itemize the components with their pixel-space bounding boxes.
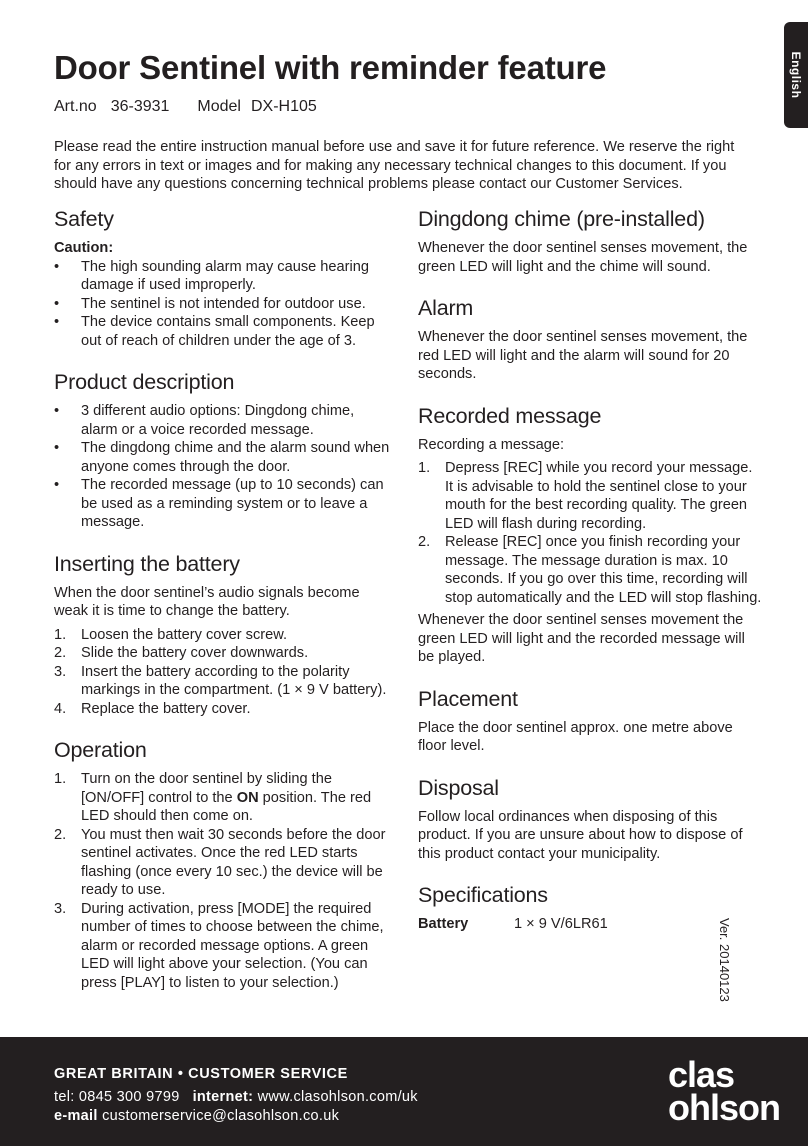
list-item-text: The device contains small components. Keep out of reach of children under the age of 3. xyxy=(81,314,375,349)
list-item-text: position. The red LED should then come on. xyxy=(81,789,372,824)
tel-value: 0845 300 9799 xyxy=(78,1089,180,1105)
logo-line-2: ohlson xyxy=(668,1087,780,1128)
bullet-icon: • xyxy=(54,258,60,275)
bullet-icon: • xyxy=(54,477,60,493)
list-item-text: The recorded message (up to 10 seconds) can be used as a reminding system or to leave a message. xyxy=(81,477,384,530)
list-item xyxy=(54,402,394,439)
page-title: Door Sentinel with reminder feature xyxy=(54,49,607,86)
tel-label: tel: xyxy=(54,1089,75,1105)
art-value: 36-3931 xyxy=(110,98,170,115)
model-value: DX-H105 xyxy=(250,98,317,115)
list-item: 1. Loosen the battery cover screw. xyxy=(54,626,288,643)
intro-text: Please read the entire instruction manual before use and save it for future reference. We reserve the right for any errors in text or images and for making any necessary technical changes to this document. If you should have any questions concerning technical problems please contact our Customer Services. xyxy=(54,139,735,192)
disposal-section xyxy=(418,774,763,864)
recorded-steps xyxy=(418,459,763,607)
spec-value: 1 × 9 V/6LR61 xyxy=(514,916,608,932)
recorded-intro: Recording a message: xyxy=(418,436,565,453)
placement-heading: Placement xyxy=(418,686,518,711)
list-item-text: During activation, press [MODE] the required number of times to choose between the chime, alarm or recorded message options. A green LED will light above your selection. (You can press [PLAY] to listen to your selection.) xyxy=(81,900,384,991)
footer-heading: GREAT BRITAIN • CUSTOMER SERVICE xyxy=(54,1066,348,1082)
chime-heading: Dingdong chime (pre-installed) xyxy=(418,207,705,231)
internet-link[interactable]: www.clasohlson.com/uk xyxy=(257,1089,418,1105)
list-item xyxy=(54,439,394,476)
list-item: 2. You must then wait 30 seconds before the door sentinel activates. Once the red LED starts flashing (once every 10 sec.) the device will be ready to use. xyxy=(54,826,386,898)
list-item-text: 3 different audio options: Dingdong chime, alarm or a voice recorded message. xyxy=(81,403,355,438)
list-item-text: You must then wait 30 seconds before the door sentinel activates. Once the red LED starts flashing (once every 10 sec.) the device will be ready to use. xyxy=(81,826,386,898)
logo-line-1: clas xyxy=(668,1054,735,1095)
list-item-text: Turn on the door sentinel by sliding the [ON/OFF] control to the xyxy=(81,771,332,806)
list-item-text-bold: ON xyxy=(236,789,259,806)
list-item-text: The dingdong chime and the alarm sound when anyone comes through the door. xyxy=(81,440,390,475)
operation-heading: Operation xyxy=(54,738,147,762)
bullet-icon: • xyxy=(54,403,60,419)
version-label xyxy=(712,918,732,1008)
model-label: Model xyxy=(197,98,241,115)
product-heading: Product description xyxy=(54,370,235,394)
recorded-after: Whenever the door sentinel senses movement the green LED will light and the recorded message will be played. xyxy=(418,612,745,665)
internet-label: internet: xyxy=(192,1089,254,1105)
list-item xyxy=(54,313,394,350)
bullet-icon: • xyxy=(54,440,60,456)
list-item: 2. Release [REC] once you finish recording your message. The message duration is max. 10 seconds. If you go over this time, recording will stop automatically and the LED will stop flashing. xyxy=(418,534,762,606)
safety-section xyxy=(54,205,394,350)
recorded-section xyxy=(418,402,763,667)
list-item: 4. Replace the battery cover. xyxy=(54,700,251,717)
disposal-text: Follow local ordinances when disposing of this product. If you are unsure about how to dispose of this product contact your municipality. xyxy=(418,808,743,862)
product-list xyxy=(54,402,394,532)
brand-logo xyxy=(668,1054,780,1128)
list-item: 1. Depress [REC] while you record your message. It is advisable to hold the sentinel close to your mouth for the best recording quality. The green LED will flash during recording. xyxy=(418,460,753,532)
chime-text: Whenever the door sentinel senses movement, the green LED will light and the chime will sound. xyxy=(418,240,748,275)
footer-contact-line xyxy=(54,1089,418,1105)
list-item: 3. Insert the battery according to the polarity markings in the compartment. (1 × 9 V battery). xyxy=(54,663,387,698)
footer-email-line xyxy=(54,1108,339,1124)
battery-steps xyxy=(54,626,394,719)
placement-section xyxy=(418,685,763,756)
list-item xyxy=(54,295,394,314)
spec-key: Battery xyxy=(418,916,469,932)
list-item-text: Slide the battery cover downwards. xyxy=(81,645,309,661)
placement-text: Place the door sentinel approx. one metre above floor level. xyxy=(418,719,733,754)
list-item xyxy=(54,476,394,532)
chime-section xyxy=(418,205,763,276)
email-label: e-mail xyxy=(54,1108,98,1124)
battery-section xyxy=(54,550,394,719)
list-item-text: Depress [REC] while you record your message. It is advisable to hold the sentinel close to your mouth for the best recording quality. The green LED will flash during recording. xyxy=(445,460,753,532)
safety-heading: Safety xyxy=(54,207,114,231)
alarm-section xyxy=(418,294,763,384)
version-text: Ver. 20140123 xyxy=(717,918,732,1002)
language-tab-label: English xyxy=(789,51,803,99)
recorded-heading: Recorded message xyxy=(418,403,602,428)
footer xyxy=(0,1037,808,1146)
list-item-text: The sentinel is not intended for outdoor use. xyxy=(81,295,366,312)
left-column xyxy=(54,205,394,1010)
battery-heading: Inserting the battery xyxy=(54,551,240,576)
language-tab xyxy=(784,22,808,128)
operation-steps xyxy=(54,770,394,992)
specs-heading: Specifications xyxy=(418,883,548,907)
product-section xyxy=(54,368,394,532)
operation-section xyxy=(54,736,394,992)
bullet-icon: • xyxy=(54,314,60,330)
battery-intro: When the door sentinel’s audio signals become weak it is time to change the battery. xyxy=(54,584,360,619)
right-column xyxy=(418,205,763,952)
list-item xyxy=(54,258,394,295)
list-item-text: Release [REC] once you finish recording your message. The message duration is max. 10 seconds. If you go over this time, recording will stop automatically and the LED will stop flashing. xyxy=(445,534,762,606)
safety-list xyxy=(54,258,394,351)
bullet-icon: • xyxy=(54,295,60,312)
list-item: 3. During activation, press [MODE] the required number of times to choose between the chime, alarm or recorded message options. A green LED will light above your selection. (You can press [PLAY] to listen to your selection.) xyxy=(54,900,384,991)
list-item-text: Loosen the battery cover screw. xyxy=(81,626,288,643)
art-label: Art.no xyxy=(54,98,97,115)
article-info xyxy=(54,97,317,117)
list-item-text: The high sounding alarm may cause hearing damage if used improperly. xyxy=(81,258,369,293)
list-item: 1. Turn on the door sentinel by sliding the [ON/OFF] control to the ON position. The red LED should then come on. xyxy=(54,771,372,824)
list-item: 2. Slide the battery cover downwards. xyxy=(54,645,309,661)
alarm-text: Whenever the door sentinel senses movement, the red LED will light and the alarm will sound for 20 seconds. xyxy=(418,329,748,382)
email-link[interactable]: customerservice@clasohlson.co.uk xyxy=(102,1108,340,1124)
list-item-text: Insert the battery according to the polarity markings in the compartment. (1 × 9 V battery). xyxy=(81,663,387,698)
disposal-heading: Disposal xyxy=(418,775,499,800)
list-item-text: Replace the battery cover. xyxy=(81,700,251,717)
alarm-heading: Alarm xyxy=(418,296,474,320)
caution-label: Caution: xyxy=(54,240,114,256)
